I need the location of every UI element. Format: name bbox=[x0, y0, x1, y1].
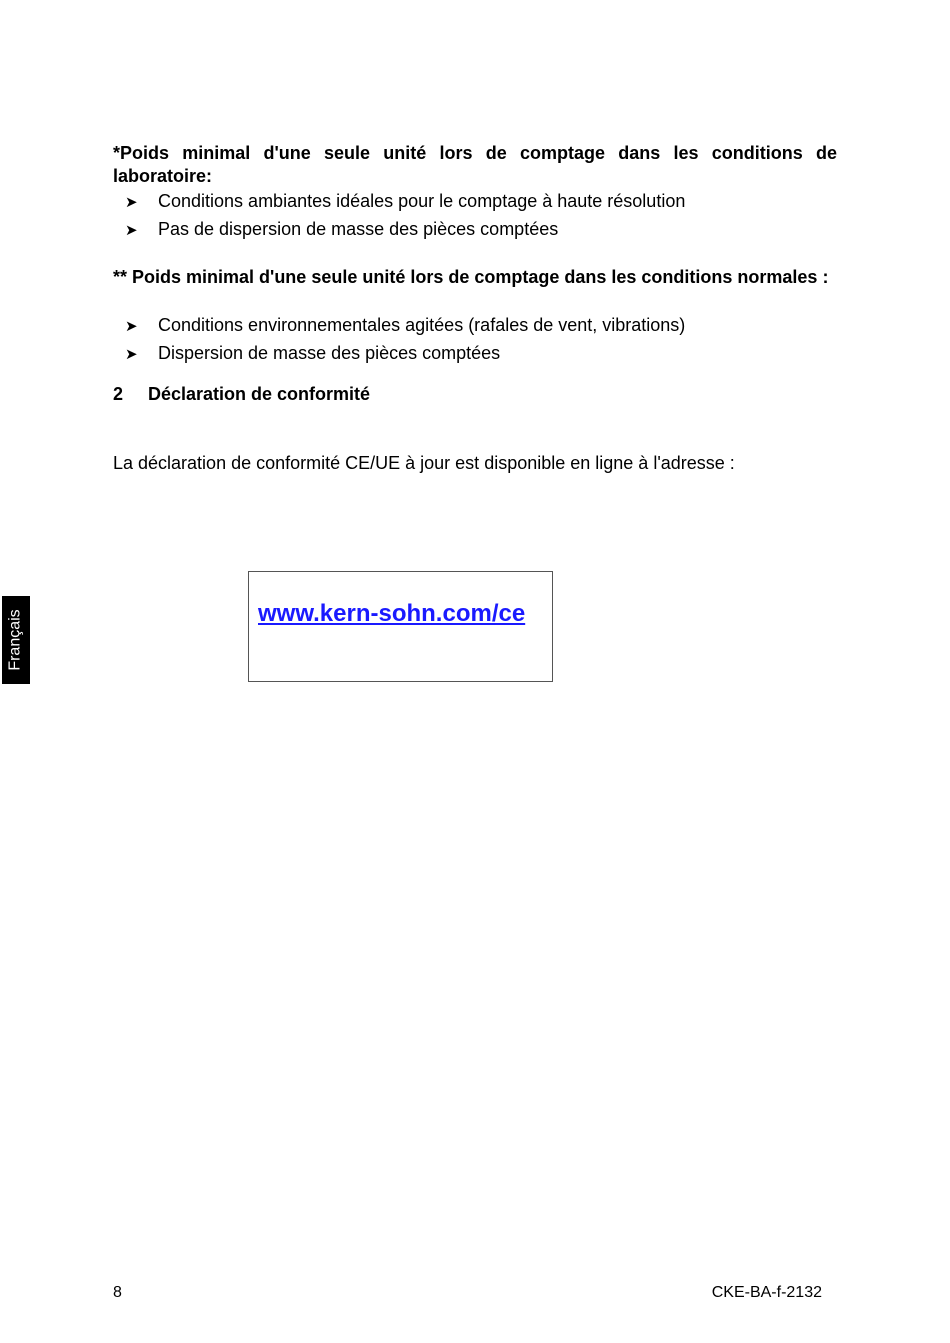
section-number: 2 bbox=[113, 384, 124, 404]
note-laboratory-heading: *Poids minimal d'une seule unité lors de comptage dans les conditions de laboratoire: bbox=[113, 143, 837, 186]
arrowhead-bullet-icon: ➤ bbox=[125, 222, 138, 239]
language-label: Français bbox=[7, 609, 25, 671]
list-item bbox=[125, 216, 685, 244]
section-heading bbox=[113, 383, 370, 406]
note-normal-heading: ** Poids minimal d'une seule unité lors de comptage dans les conditions normales : bbox=[113, 267, 829, 287]
list-item-text: Pas de dispersion de masse des pièces comptées bbox=[158, 219, 559, 239]
list-item bbox=[125, 188, 685, 216]
list-item-text: Conditions environnementales agitées (rafales de vent, vibrations) bbox=[158, 315, 686, 335]
list-item bbox=[125, 312, 685, 340]
arrowhead-bullet-icon: ➤ bbox=[125, 318, 138, 335]
language-side-tab bbox=[2, 596, 30, 684]
conformity-url-link[interactable]: www.kern-sohn.com/ce bbox=[258, 600, 526, 627]
arrowhead-bullet-icon: ➤ bbox=[125, 346, 138, 363]
note-laboratory-list bbox=[125, 188, 685, 244]
declaration-text: La déclaration de conformité CE/UE à jour est disponible en ligne à l'adresse : bbox=[113, 453, 735, 473]
list-item bbox=[125, 340, 685, 368]
note-normal-list bbox=[125, 312, 685, 368]
url-box bbox=[248, 571, 553, 682]
document-code: CKE-BA-f-2132 bbox=[711, 1284, 822, 1301]
section-title: Déclaration de conformité bbox=[148, 384, 371, 404]
list-item-text: Dispersion de masse des pièces comptées bbox=[158, 343, 501, 363]
arrowhead-bullet-icon: ➤ bbox=[125, 194, 138, 211]
list-item-text: Conditions ambiantes idéales pour le comptage à haute résolution bbox=[158, 191, 686, 211]
page-number: 8 bbox=[113, 1284, 122, 1301]
